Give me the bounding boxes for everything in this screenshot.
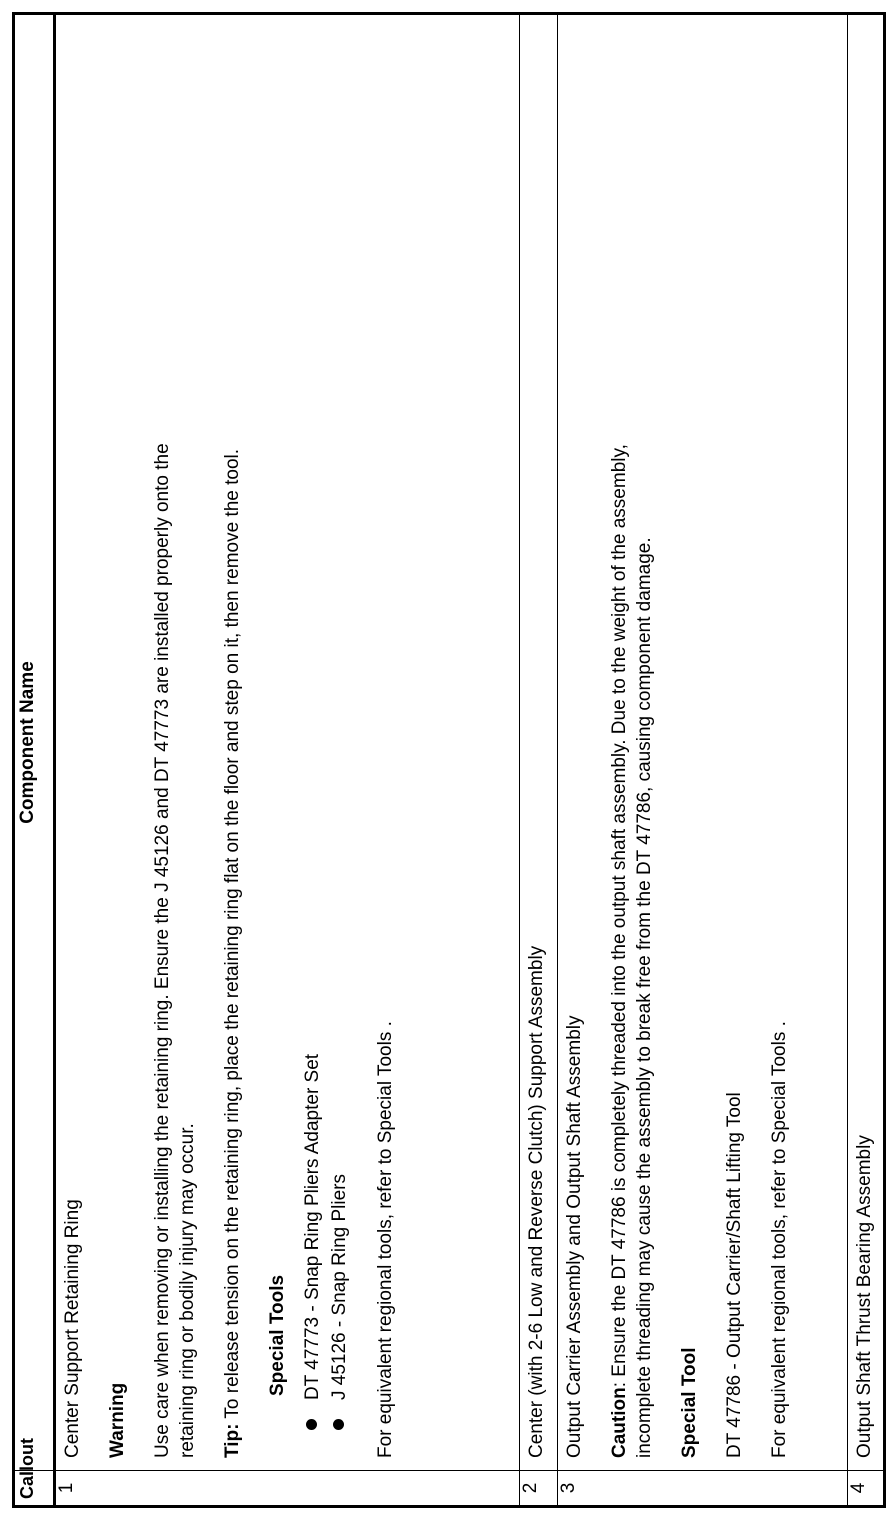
special-tool-heading: Special Tool xyxy=(679,1347,701,1458)
component-cell-3 xyxy=(558,14,848,1471)
caution-paragraph xyxy=(607,29,632,1458)
special-tool-item: DT 47773 - Snap Ring Pliers Adapter Set xyxy=(300,29,326,1430)
component-cell-1 xyxy=(55,14,520,1471)
tip-label: Tip: xyxy=(222,1423,244,1458)
warning-label: Warning xyxy=(107,1382,129,1458)
warning-text-line-2: retaining ring or bodily injury may occur. xyxy=(177,1123,199,1458)
callout-2: 2 xyxy=(520,1471,558,1507)
special-tools-list xyxy=(300,29,352,1458)
table-row-3 xyxy=(558,14,848,1507)
warning-text-line-1: Use care when removing or installing the retaining ring. Ensure the J 45126 and DT 47773 are installed properly onto the xyxy=(152,443,174,1458)
component-name-1: Center Support Retaining Ring xyxy=(62,1199,83,1458)
component-name-2: Center (with 2-6 Low and Reverse Clutch) Support Assembly xyxy=(526,945,547,1458)
callout-header: Callout xyxy=(14,1471,55,1507)
tip-paragraph xyxy=(220,29,245,1458)
component-cell-2 xyxy=(520,14,558,1471)
table-row-1 xyxy=(55,14,520,1507)
component-cell-4 xyxy=(848,14,885,1471)
caution-text-line-2: incomplete threading may cause the assembly to break free from the DT 47786, causing component damage. xyxy=(634,537,656,1458)
special-tool-entry: DT 47786 - Output Carrier/Shaft Lifting Tool xyxy=(724,1092,746,1458)
regional-tools-note-3: For equivalent regional tools, refer to Special Tools . xyxy=(769,1021,791,1458)
tip-text: To release tension on the retaining ring, place the retaining ring flat on the floor and step on it, then remove the tool. xyxy=(222,448,244,1424)
component-name-header: Component Name xyxy=(14,14,55,1471)
component-table xyxy=(12,12,886,1508)
caution-label: Caution xyxy=(609,1387,631,1458)
callout-4: 4 xyxy=(848,1471,885,1507)
table-row-2 xyxy=(520,14,558,1507)
table-header-row xyxy=(14,14,55,1507)
special-tool-item: J 45126 - Snap Ring Pliers xyxy=(327,29,353,1430)
callout-1: 1 xyxy=(55,1471,520,1507)
component-name-4: Output Shaft Thrust Bearing Assembly xyxy=(854,1135,875,1458)
special-tools-heading: Special Tools xyxy=(267,1274,289,1396)
table-row-4 xyxy=(848,14,885,1507)
callout-3: 3 xyxy=(558,1471,848,1507)
regional-tools-note-1: For equivalent regional tools, refer to Special Tools . xyxy=(374,1021,396,1458)
caution-text-line-1: : Ensure the DT 47786 is completely threaded into the output shaft assembly. Due to the weight of the assembly, xyxy=(609,444,631,1388)
component-name-3: Output Carrier Assembly and Output Shaft Assembly xyxy=(564,1015,585,1458)
